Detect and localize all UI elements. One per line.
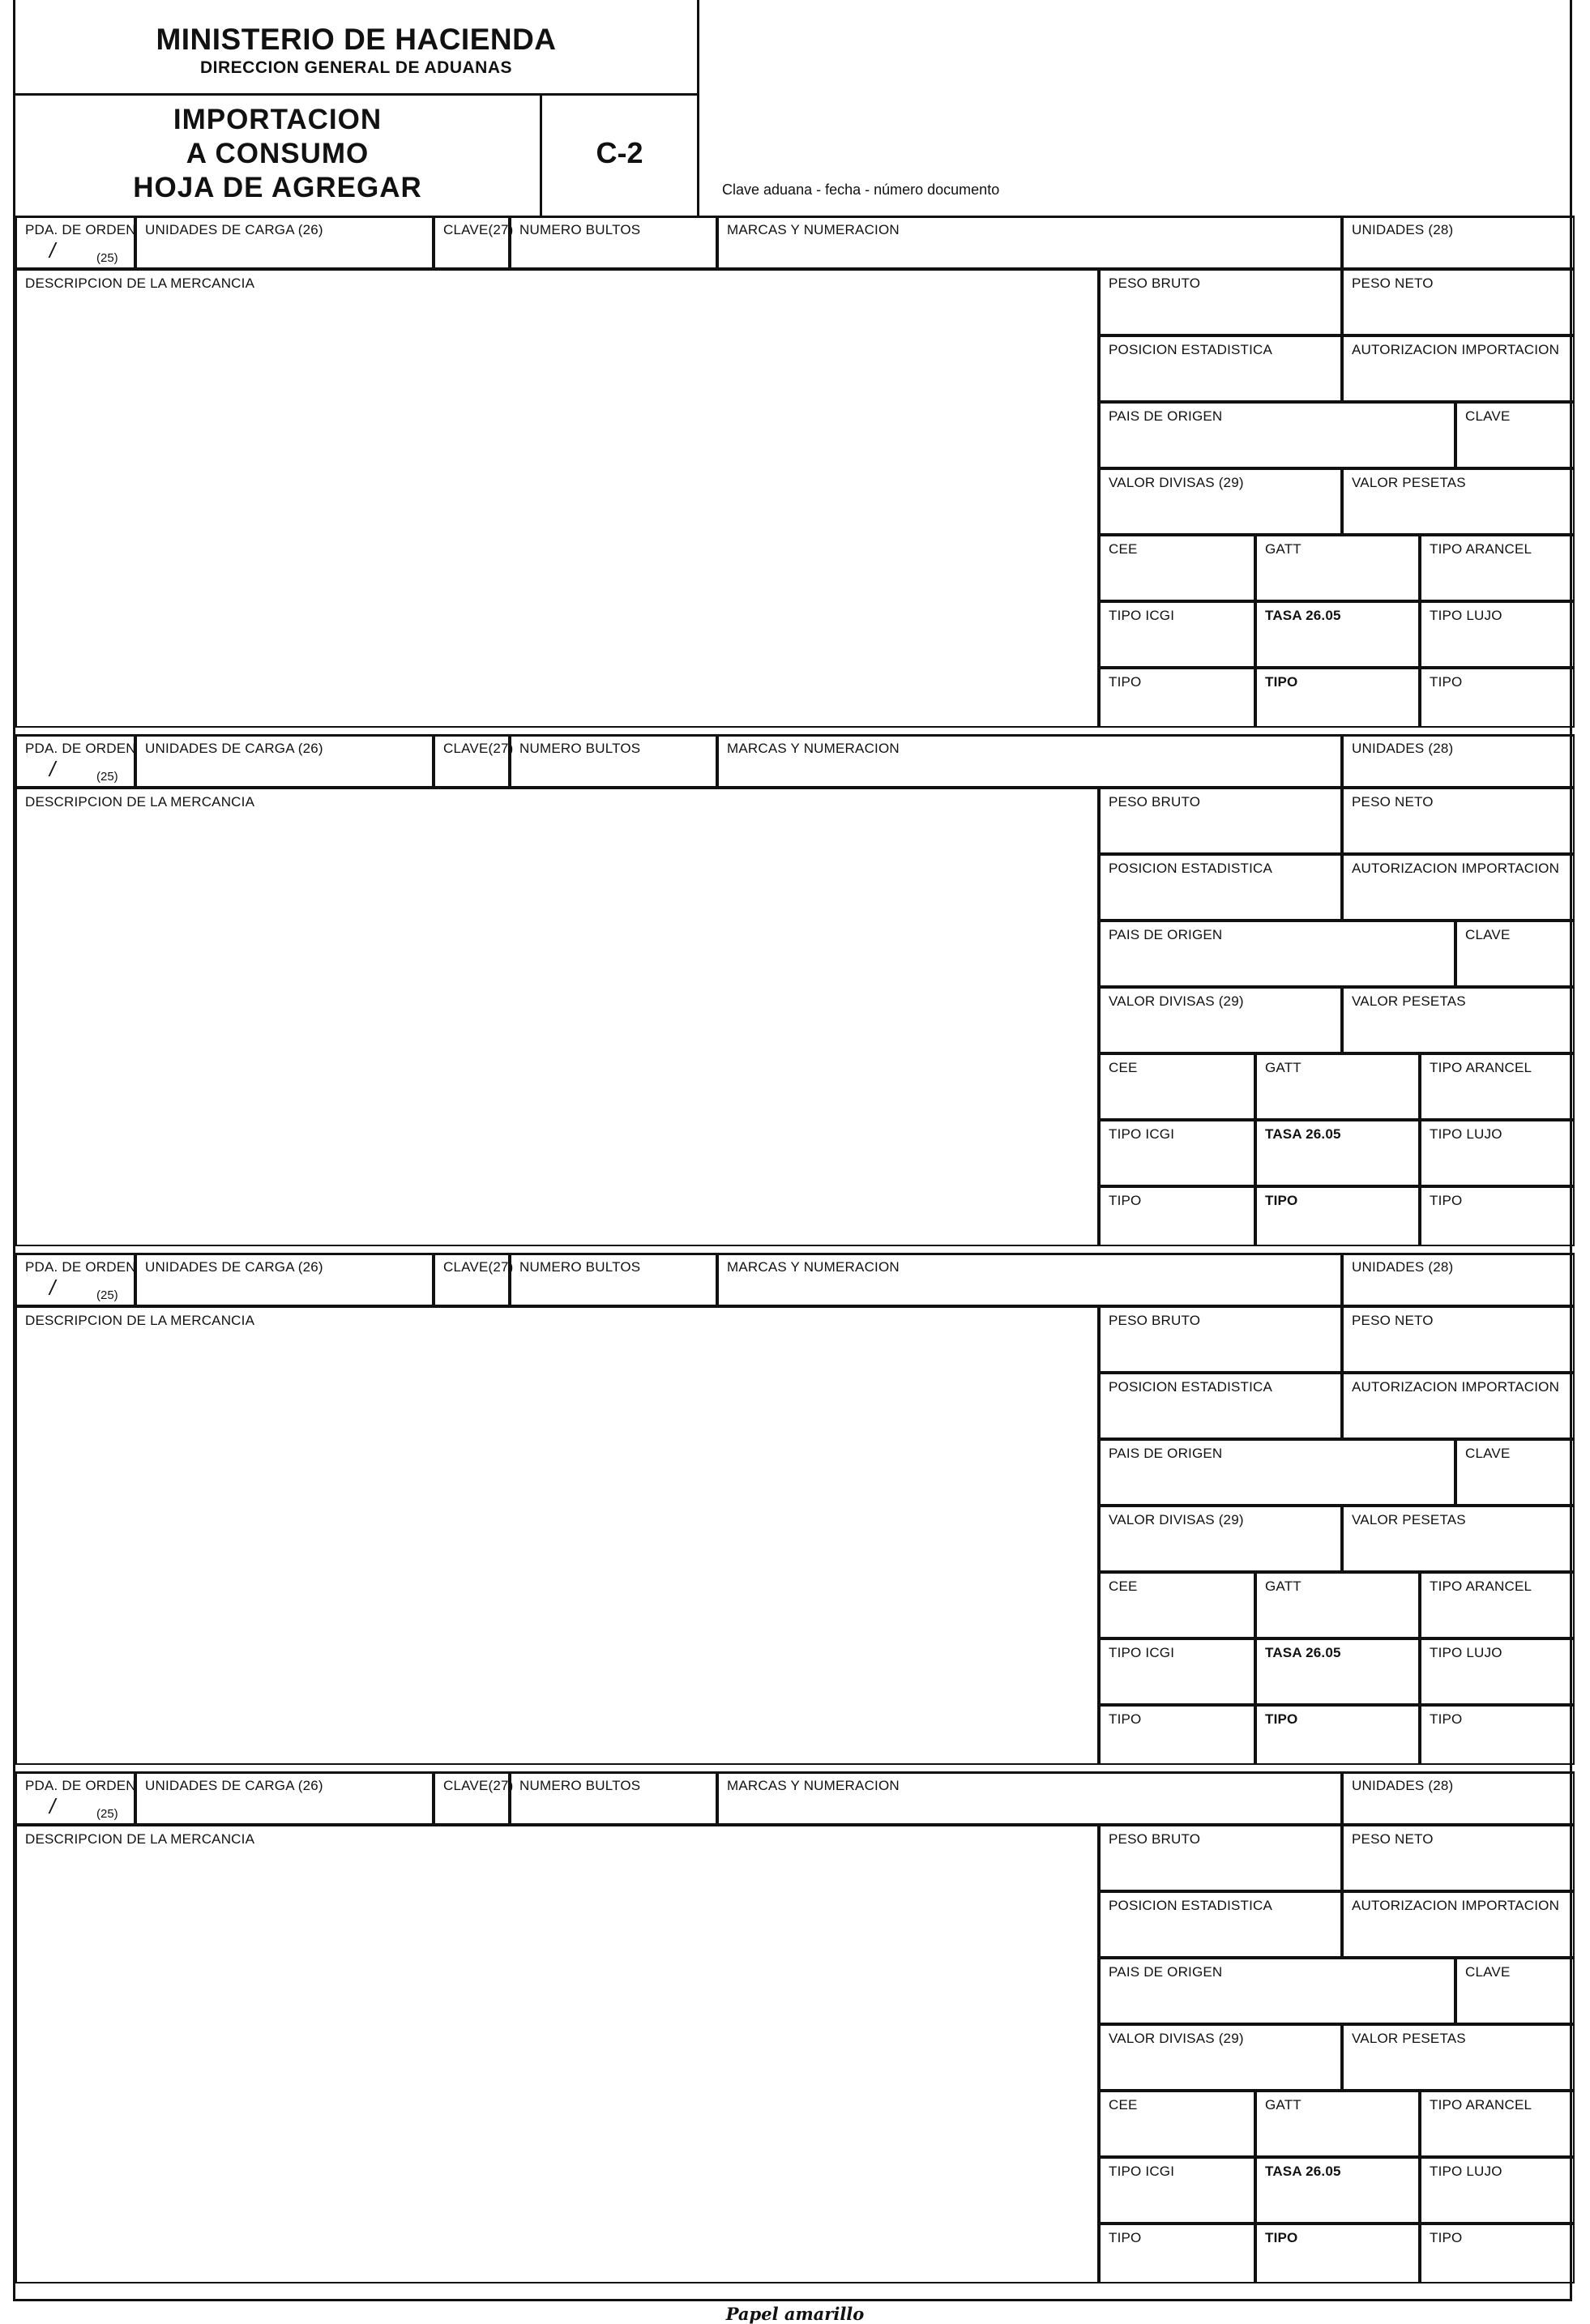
field-label: CLAVE bbox=[1465, 927, 1511, 942]
field-label: DESCRIPCION DE LA MERCANCIA bbox=[25, 1313, 255, 1328]
unidades-field[interactable] bbox=[1342, 734, 1575, 788]
tipo-arancel-field[interactable] bbox=[1420, 1053, 1575, 1120]
clave-pais-field[interactable] bbox=[1455, 921, 1575, 987]
gatt-field[interactable] bbox=[1255, 535, 1420, 601]
pais-origen-field[interactable] bbox=[1099, 402, 1455, 468]
field-label: TIPO ARANCEL bbox=[1430, 1060, 1532, 1075]
field-label: POSICION ESTADISTICA bbox=[1109, 342, 1273, 357]
field-label: TASA 26.05 bbox=[1265, 2164, 1341, 2179]
tipo-field[interactable] bbox=[1099, 668, 1255, 728]
pais-origen-field[interactable] bbox=[1099, 1439, 1455, 1506]
field-label: UNIDADES (28) bbox=[1352, 1259, 1454, 1275]
tipo-arancel-field[interactable] bbox=[1420, 1572, 1575, 1638]
pais-origen-field[interactable] bbox=[1099, 1958, 1455, 2024]
marcas-numeracion-field[interactable] bbox=[717, 1771, 1342, 1825]
valor-pesetas-field[interactable] bbox=[1342, 468, 1575, 535]
title-line-2: A CONSUMO bbox=[186, 138, 370, 169]
field-label: PESO BRUTO bbox=[1109, 1831, 1201, 1847]
field-label: DESCRIPCION DE LA MERCANCIA bbox=[25, 794, 255, 810]
pda-handwritten-mark: / bbox=[49, 1275, 56, 1300]
field-label: TIPO bbox=[1109, 1193, 1142, 1208]
ministry-header bbox=[15, 0, 699, 96]
field-label: UNIDADES DE CARGA (26) bbox=[145, 222, 323, 237]
marcas-numeracion-field[interactable] bbox=[717, 216, 1342, 269]
valor-divisas-field[interactable] bbox=[1099, 987, 1342, 1053]
cee-field[interactable] bbox=[1099, 535, 1255, 601]
field-label: CLAVE(27) bbox=[443, 741, 514, 756]
form-title bbox=[15, 96, 542, 216]
field-label: VALOR PESETAS bbox=[1352, 993, 1466, 1009]
tipo-field[interactable] bbox=[1099, 1705, 1255, 1765]
field-label: AUTORIZACION IMPORTACION bbox=[1352, 1898, 1560, 1913]
field-label: PAIS DE ORIGEN bbox=[1109, 408, 1223, 424]
field-label: VALOR DIVISAS (29) bbox=[1109, 2031, 1244, 2046]
field-label: TIPO ARANCEL bbox=[1430, 1579, 1532, 1594]
field-label: TIPO ICGI bbox=[1109, 608, 1175, 623]
field-label: PAIS DE ORIGEN bbox=[1109, 1964, 1223, 1980]
tipo-field[interactable] bbox=[1099, 2224, 1255, 2283]
field-label: TASA 26.05 bbox=[1265, 1645, 1341, 1660]
marcas-numeracion-field[interactable] bbox=[717, 734, 1342, 788]
autorizacion-importacion-field[interactable] bbox=[1342, 335, 1575, 402]
field-label: PESO BRUTO bbox=[1109, 794, 1201, 810]
field-label: TIPO bbox=[1109, 1711, 1142, 1727]
numero-bultos-field[interactable] bbox=[510, 216, 717, 269]
field-label: UNIDADES DE CARGA (26) bbox=[145, 741, 323, 756]
field-label: VALOR PESETAS bbox=[1352, 2031, 1466, 2046]
field-label: PDA. DE ORDEN bbox=[25, 741, 136, 756]
unidades-carga-field[interactable] bbox=[135, 734, 434, 788]
tipo-field-3[interactable] bbox=[1420, 668, 1575, 728]
field-label: PDA. DE ORDEN bbox=[25, 1259, 136, 1275]
pda-number-label: (25) bbox=[96, 1288, 118, 1302]
valor-pesetas-field[interactable] bbox=[1342, 1506, 1575, 1572]
field-label: UNIDADES (28) bbox=[1352, 741, 1454, 756]
field-label: VALOR DIVISAS (29) bbox=[1109, 993, 1244, 1009]
unidades-carga-field[interactable] bbox=[135, 1771, 434, 1825]
unidades-field[interactable] bbox=[1342, 1771, 1575, 1825]
entry-block bbox=[15, 216, 1575, 728]
tipo-arancel-field[interactable] bbox=[1420, 2091, 1575, 2157]
field-label: TIPO bbox=[1109, 674, 1142, 690]
tipo-lujo-field[interactable] bbox=[1420, 1638, 1575, 1705]
field-label: CEE bbox=[1109, 2097, 1138, 2113]
field-label: VALOR DIVISAS (29) bbox=[1109, 475, 1244, 490]
autorizacion-importacion-field[interactable] bbox=[1342, 1891, 1575, 1958]
unidades-field[interactable] bbox=[1342, 216, 1575, 269]
field-label: PESO BRUTO bbox=[1109, 1313, 1201, 1328]
field-label: POSICION ESTADISTICA bbox=[1109, 1898, 1273, 1913]
numero-bultos-field[interactable] bbox=[510, 734, 717, 788]
gatt-field[interactable] bbox=[1255, 1572, 1420, 1638]
pda-orden-field[interactable] bbox=[15, 1771, 135, 1825]
department-name: DIRECCION GENERAL DE ADUANAS bbox=[199, 58, 513, 77]
peso-bruto-field[interactable] bbox=[1099, 1825, 1342, 1891]
clave-field[interactable] bbox=[434, 216, 514, 269]
field-label: TIPO bbox=[1430, 674, 1463, 690]
field-label: TIPO LUJO bbox=[1430, 1645, 1502, 1660]
valor-divisas-field[interactable] bbox=[1099, 2024, 1342, 2091]
field-label: AUTORIZACION IMPORTACION bbox=[1352, 1379, 1560, 1395]
field-label: TIPO LUJO bbox=[1430, 608, 1502, 623]
unidades-carga-field[interactable] bbox=[135, 1253, 434, 1306]
field-label: TIPO LUJO bbox=[1430, 1126, 1502, 1142]
field-label: CEE bbox=[1109, 541, 1138, 557]
gatt-field[interactable] bbox=[1255, 1053, 1420, 1120]
peso-neto-field[interactable] bbox=[1342, 269, 1575, 335]
field-label: TASA 26.05 bbox=[1265, 608, 1341, 623]
field-label: CLAVE bbox=[1465, 1964, 1511, 1980]
descripcion-mercancia-field[interactable] bbox=[15, 1306, 1099, 1765]
field-label: DESCRIPCION DE LA MERCANCIA bbox=[25, 276, 255, 291]
peso-neto-field[interactable] bbox=[1342, 1306, 1575, 1373]
field-label: TIPO LUJO bbox=[1430, 2164, 1502, 2179]
tipo-lujo-field[interactable] bbox=[1420, 2157, 1575, 2224]
pda-handwritten-mark: / bbox=[49, 1794, 56, 1818]
field-label: TIPO bbox=[1265, 674, 1298, 690]
field-label: GATT bbox=[1265, 1060, 1301, 1075]
tasa-field[interactable] bbox=[1255, 1638, 1420, 1705]
field-label: CEE bbox=[1109, 1060, 1138, 1075]
field-label: TIPO bbox=[1265, 1193, 1298, 1208]
tipo-icgi-field[interactable] bbox=[1099, 2157, 1255, 2224]
field-label: CLAVE(27) bbox=[443, 1259, 514, 1275]
field-label: PDA. DE ORDEN bbox=[25, 1778, 136, 1793]
posicion-estadistica-field[interactable] bbox=[1099, 854, 1342, 921]
valor-divisas-field[interactable] bbox=[1099, 1506, 1342, 1572]
field-label: CLAVE(27) bbox=[443, 222, 514, 237]
peso-bruto-field[interactable] bbox=[1099, 269, 1342, 335]
peso-bruto-field[interactable] bbox=[1099, 1306, 1342, 1373]
field-label: PAIS DE ORIGEN bbox=[1109, 1446, 1223, 1461]
field-label: TIPO bbox=[1430, 1711, 1463, 1727]
tipo-icgi-field[interactable] bbox=[1099, 1638, 1255, 1705]
tipo-icgi-field[interactable] bbox=[1099, 601, 1255, 668]
autorizacion-importacion-field[interactable] bbox=[1342, 1373, 1575, 1439]
customs-form bbox=[13, 0, 1572, 2301]
tasa-field[interactable] bbox=[1255, 601, 1420, 668]
pda-number-label: (25) bbox=[96, 1807, 118, 1821]
pda-orden-field[interactable] bbox=[15, 1253, 135, 1306]
field-label: POSICION ESTADISTICA bbox=[1109, 861, 1273, 876]
tipo-field-2[interactable] bbox=[1255, 2224, 1420, 2283]
pda-number-label: (25) bbox=[96, 770, 118, 784]
field-label: MARCAS Y NUMERACION bbox=[727, 1778, 900, 1793]
posicion-estadistica-field[interactable] bbox=[1099, 1373, 1342, 1439]
field-label: TIPO ICGI bbox=[1109, 1645, 1175, 1660]
field-label: NUMERO BULTOS bbox=[519, 222, 641, 237]
form-code: C-2 bbox=[596, 136, 643, 169]
clave-field[interactable] bbox=[434, 734, 514, 788]
cee-field[interactable] bbox=[1099, 2091, 1255, 2157]
cee-field[interactable] bbox=[1099, 1572, 1255, 1638]
title-line-3: HOJA DE AGREGAR bbox=[133, 172, 422, 203]
valor-pesetas-field[interactable] bbox=[1342, 2024, 1575, 2091]
tipo-field[interactable] bbox=[1099, 1186, 1255, 1246]
peso-neto-field[interactable] bbox=[1342, 788, 1575, 854]
marcas-numeracion-field[interactable] bbox=[717, 1253, 1342, 1306]
paper-color-note: Papel amarillo bbox=[725, 2304, 865, 2324]
field-label: PDA. DE ORDEN bbox=[25, 222, 136, 237]
valor-divisas-field[interactable] bbox=[1099, 468, 1342, 535]
descripcion-mercancia-field[interactable] bbox=[15, 788, 1099, 1246]
posicion-estadistica-field[interactable] bbox=[1099, 335, 1342, 402]
field-label: PESO NETO bbox=[1352, 1313, 1434, 1328]
unidades-field[interactable] bbox=[1342, 1253, 1575, 1306]
form-code-box bbox=[542, 96, 699, 216]
numero-bultos-field[interactable] bbox=[510, 1771, 717, 1825]
field-label: PESO BRUTO bbox=[1109, 276, 1201, 291]
descripcion-mercancia-field[interactable] bbox=[15, 1825, 1099, 2283]
tipo-field-3[interactable] bbox=[1420, 1186, 1575, 1246]
field-label: UNIDADES DE CARGA (26) bbox=[145, 1259, 323, 1275]
field-label: CEE bbox=[1109, 1579, 1138, 1594]
field-label: TIPO bbox=[1430, 1193, 1463, 1208]
clave-pais-field[interactable] bbox=[1455, 1439, 1575, 1506]
field-label: TIPO ARANCEL bbox=[1430, 541, 1532, 557]
clave-aduana-label: Clave aduana - fecha - número documento bbox=[722, 182, 1000, 198]
field-label: AUTORIZACION IMPORTACION bbox=[1352, 861, 1560, 876]
field-label: NUMERO BULTOS bbox=[519, 1778, 641, 1793]
field-label: UNIDADES (28) bbox=[1352, 222, 1454, 237]
field-label: DESCRIPCION DE LA MERCANCIA bbox=[25, 1831, 255, 1847]
field-label: TASA 26.05 bbox=[1265, 1126, 1341, 1142]
field-label: TIPO ICGI bbox=[1109, 2164, 1175, 2179]
field-label: CLAVE(27) bbox=[443, 1778, 514, 1793]
valor-pesetas-field[interactable] bbox=[1342, 987, 1575, 1053]
clave-pais-field[interactable] bbox=[1455, 1958, 1575, 2024]
field-label: POSICION ESTADISTICA bbox=[1109, 1379, 1273, 1395]
tipo-field-2[interactable] bbox=[1255, 1186, 1420, 1246]
field-label: TIPO bbox=[1265, 1711, 1298, 1727]
posicion-estadistica-field[interactable] bbox=[1099, 1891, 1342, 1958]
field-label: PAIS DE ORIGEN bbox=[1109, 927, 1223, 942]
tipo-field-2[interactable] bbox=[1255, 1705, 1420, 1765]
tasa-field[interactable] bbox=[1255, 2157, 1420, 2224]
field-label: UNIDADES (28) bbox=[1352, 1778, 1454, 1793]
clave-field[interactable] bbox=[434, 1771, 514, 1825]
peso-neto-field[interactable] bbox=[1342, 1825, 1575, 1891]
gatt-field[interactable] bbox=[1255, 2091, 1420, 2157]
peso-bruto-field[interactable] bbox=[1099, 788, 1342, 854]
title-line-1: IMPORTACION bbox=[173, 104, 383, 135]
field-label: TIPO ICGI bbox=[1109, 1126, 1175, 1142]
field-label: NUMERO BULTOS bbox=[519, 1259, 641, 1275]
field-label: GATT bbox=[1265, 541, 1301, 557]
field-label: MARCAS Y NUMERACION bbox=[727, 222, 900, 237]
field-label: TIPO bbox=[1430, 2230, 1463, 2245]
pda-handwritten-mark: / bbox=[49, 238, 56, 263]
field-label: GATT bbox=[1265, 1579, 1301, 1594]
pda-orden-field[interactable] bbox=[15, 734, 135, 788]
field-label: CLAVE bbox=[1465, 1446, 1511, 1461]
field-label: AUTORIZACION IMPORTACION bbox=[1352, 342, 1560, 357]
tipo-field-3[interactable] bbox=[1420, 2224, 1575, 2283]
field-label: TIPO ARANCEL bbox=[1430, 2097, 1532, 2113]
entry-block bbox=[15, 1771, 1575, 2283]
unidades-carga-field[interactable] bbox=[135, 216, 434, 269]
tipo-field-3[interactable] bbox=[1420, 1705, 1575, 1765]
pda-orden-field[interactable] bbox=[15, 216, 135, 269]
field-label: GATT bbox=[1265, 2097, 1301, 2113]
ministry-title: MINISTERIO DE HACIENDA bbox=[156, 23, 557, 56]
field-label: CLAVE bbox=[1465, 408, 1511, 424]
field-label: MARCAS Y NUMERACION bbox=[727, 1259, 900, 1275]
tipo-field-2[interactable] bbox=[1255, 668, 1420, 728]
field-label: PESO NETO bbox=[1352, 276, 1434, 291]
tipo-lujo-field[interactable] bbox=[1420, 601, 1575, 668]
field-label: NUMERO BULTOS bbox=[519, 741, 641, 756]
field-label: TIPO bbox=[1109, 2230, 1142, 2245]
autorizacion-importacion-field[interactable] bbox=[1342, 854, 1575, 921]
numero-bultos-field[interactable] bbox=[510, 1253, 717, 1306]
field-label: UNIDADES DE CARGA (26) bbox=[145, 1778, 323, 1793]
field-label: VALOR DIVISAS (29) bbox=[1109, 1512, 1244, 1527]
field-label: TIPO bbox=[1265, 2230, 1298, 2245]
field-label: PESO NETO bbox=[1352, 1831, 1434, 1847]
tipo-icgi-field[interactable] bbox=[1099, 1120, 1255, 1186]
field-label: VALOR PESETAS bbox=[1352, 475, 1466, 490]
entry-block bbox=[15, 1253, 1575, 1765]
descripcion-mercancia-field[interactable] bbox=[15, 269, 1099, 728]
pda-handwritten-mark: / bbox=[49, 757, 56, 781]
clave-field[interactable] bbox=[434, 1253, 514, 1306]
field-label: PESO NETO bbox=[1352, 794, 1434, 810]
entry-block bbox=[15, 734, 1575, 1246]
pda-number-label: (25) bbox=[96, 251, 118, 265]
tasa-field[interactable] bbox=[1255, 1120, 1420, 1186]
pais-origen-field[interactable] bbox=[1099, 921, 1455, 987]
clave-pais-field[interactable] bbox=[1455, 402, 1575, 468]
tipo-lujo-field[interactable] bbox=[1420, 1120, 1575, 1186]
field-label: MARCAS Y NUMERACION bbox=[727, 741, 900, 756]
cee-field[interactable] bbox=[1099, 1053, 1255, 1120]
field-label: VALOR PESETAS bbox=[1352, 1512, 1466, 1527]
tipo-arancel-field[interactable] bbox=[1420, 535, 1575, 601]
